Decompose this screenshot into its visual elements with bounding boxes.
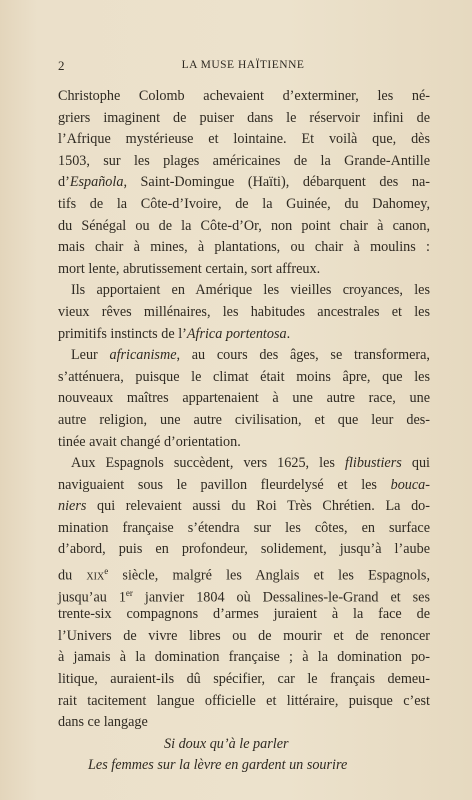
text-line: Aux Espagnols succèdent, vers 1625, les flibustiers qui — [71, 455, 430, 472]
text-line: d’Española, Saint-Domingue (Haïti), débarquent des na- — [58, 174, 430, 191]
text-line: tinée avait changé d’orientation. — [58, 433, 241, 450]
roman-numeral: xix — [86, 567, 105, 584]
text-line: jusqu’au 1er janvier 1804 où Dessalines-le-Grand et ses — [58, 587, 430, 606]
text-line: Christophe Colomb achevaient d’exterminer, les né- — [58, 88, 430, 104]
text-line: naviguaient sous le pavillon fleurdelysé et les bouca- — [58, 476, 430, 493]
italic-term: flibustiers — [345, 455, 402, 472]
text-line: Leur africanisme, au cours des âges, se transformera, — [71, 347, 430, 364]
text-line: d’abord, puis en profondeur, solidement, jusqu’à l’aube — [58, 541, 430, 558]
running-title: LA MUSE HAÏTIENNE — [181, 59, 305, 71]
text-line: Ils apportaient en Amérique les vieilles croyances, les — [71, 282, 430, 299]
italic-term: niers — [58, 498, 87, 515]
text-line: dans ce langage — [58, 714, 148, 731]
text-line: litique, auraient-ils dû spécifier, car le français demeu- — [58, 671, 430, 688]
text-line: l’Univers de vivre libres ou de mourir et de renoncer — [58, 627, 430, 644]
italic-term: africanisme — [109, 347, 177, 364]
text-line: mort lente, abrutissement certain, sort affreux. — [58, 260, 321, 277]
text-line: l’Afrique mystérieuse et lointaine. Et voilà que, dès — [58, 131, 430, 148]
italic-term: Española — [69, 174, 124, 191]
verse-line: Si doux qu’à le parler — [164, 735, 289, 752]
italic-term: Africa portentosa — [186, 325, 287, 342]
text-line: mais chair à mines, à plantations, ou chair à moulins : — [58, 239, 430, 256]
text-line: nouveaux maîtres appartenaient à une autre race, une — [58, 390, 430, 407]
page-header — [58, 58, 428, 76]
text-line: tifs de la Côte-d’Ivoire, de la Guinée, du Dahomey, — [58, 195, 430, 212]
text-line: vieux rêves millénaires, les habitudes ancestrales et les — [58, 303, 430, 320]
text-line: du Sénégal ou de la Côte-d’Or, non point chair à canon, — [58, 217, 430, 234]
text-line: niers qui relevaient aussi du Roi Très Chrétien. La do- — [58, 498, 430, 515]
text-line: du xix$^e$ siècle, malgré les Anglais et les Espagnols, — [58, 566, 431, 584]
text-line: primitifs instincts de l’Africa portentosa. — [58, 325, 291, 342]
text-line: 1503, sur les plages américaines de la Grande-Antille — [58, 152, 430, 169]
text-line: à jamais à la domination française ; à la domination po- — [58, 649, 430, 666]
text-line: s’atténuera, puisque le climat était moins âpre, que les — [58, 368, 430, 385]
text-line: trente-six compagnons d’armes juraient à la face de — [58, 606, 430, 623]
page-number: 2 — [58, 58, 65, 73]
verse-line: Les femmes sur la lèvre en gardent un sourire — [88, 757, 348, 774]
italic-term: bouca- — [390, 476, 430, 493]
text-line: mination française s’étendra sur les côtes, en surface — [58, 519, 430, 536]
text-line: rait tacitement langue officielle et littéraire, puisque c’est — [58, 692, 430, 709]
text-line: griers imaginent de puiser dans le réservoir infini de — [58, 109, 430, 126]
body-text — [58, 86, 430, 777]
text-line: autre religion, une autre civilisation, et que leur des- — [58, 411, 430, 428]
